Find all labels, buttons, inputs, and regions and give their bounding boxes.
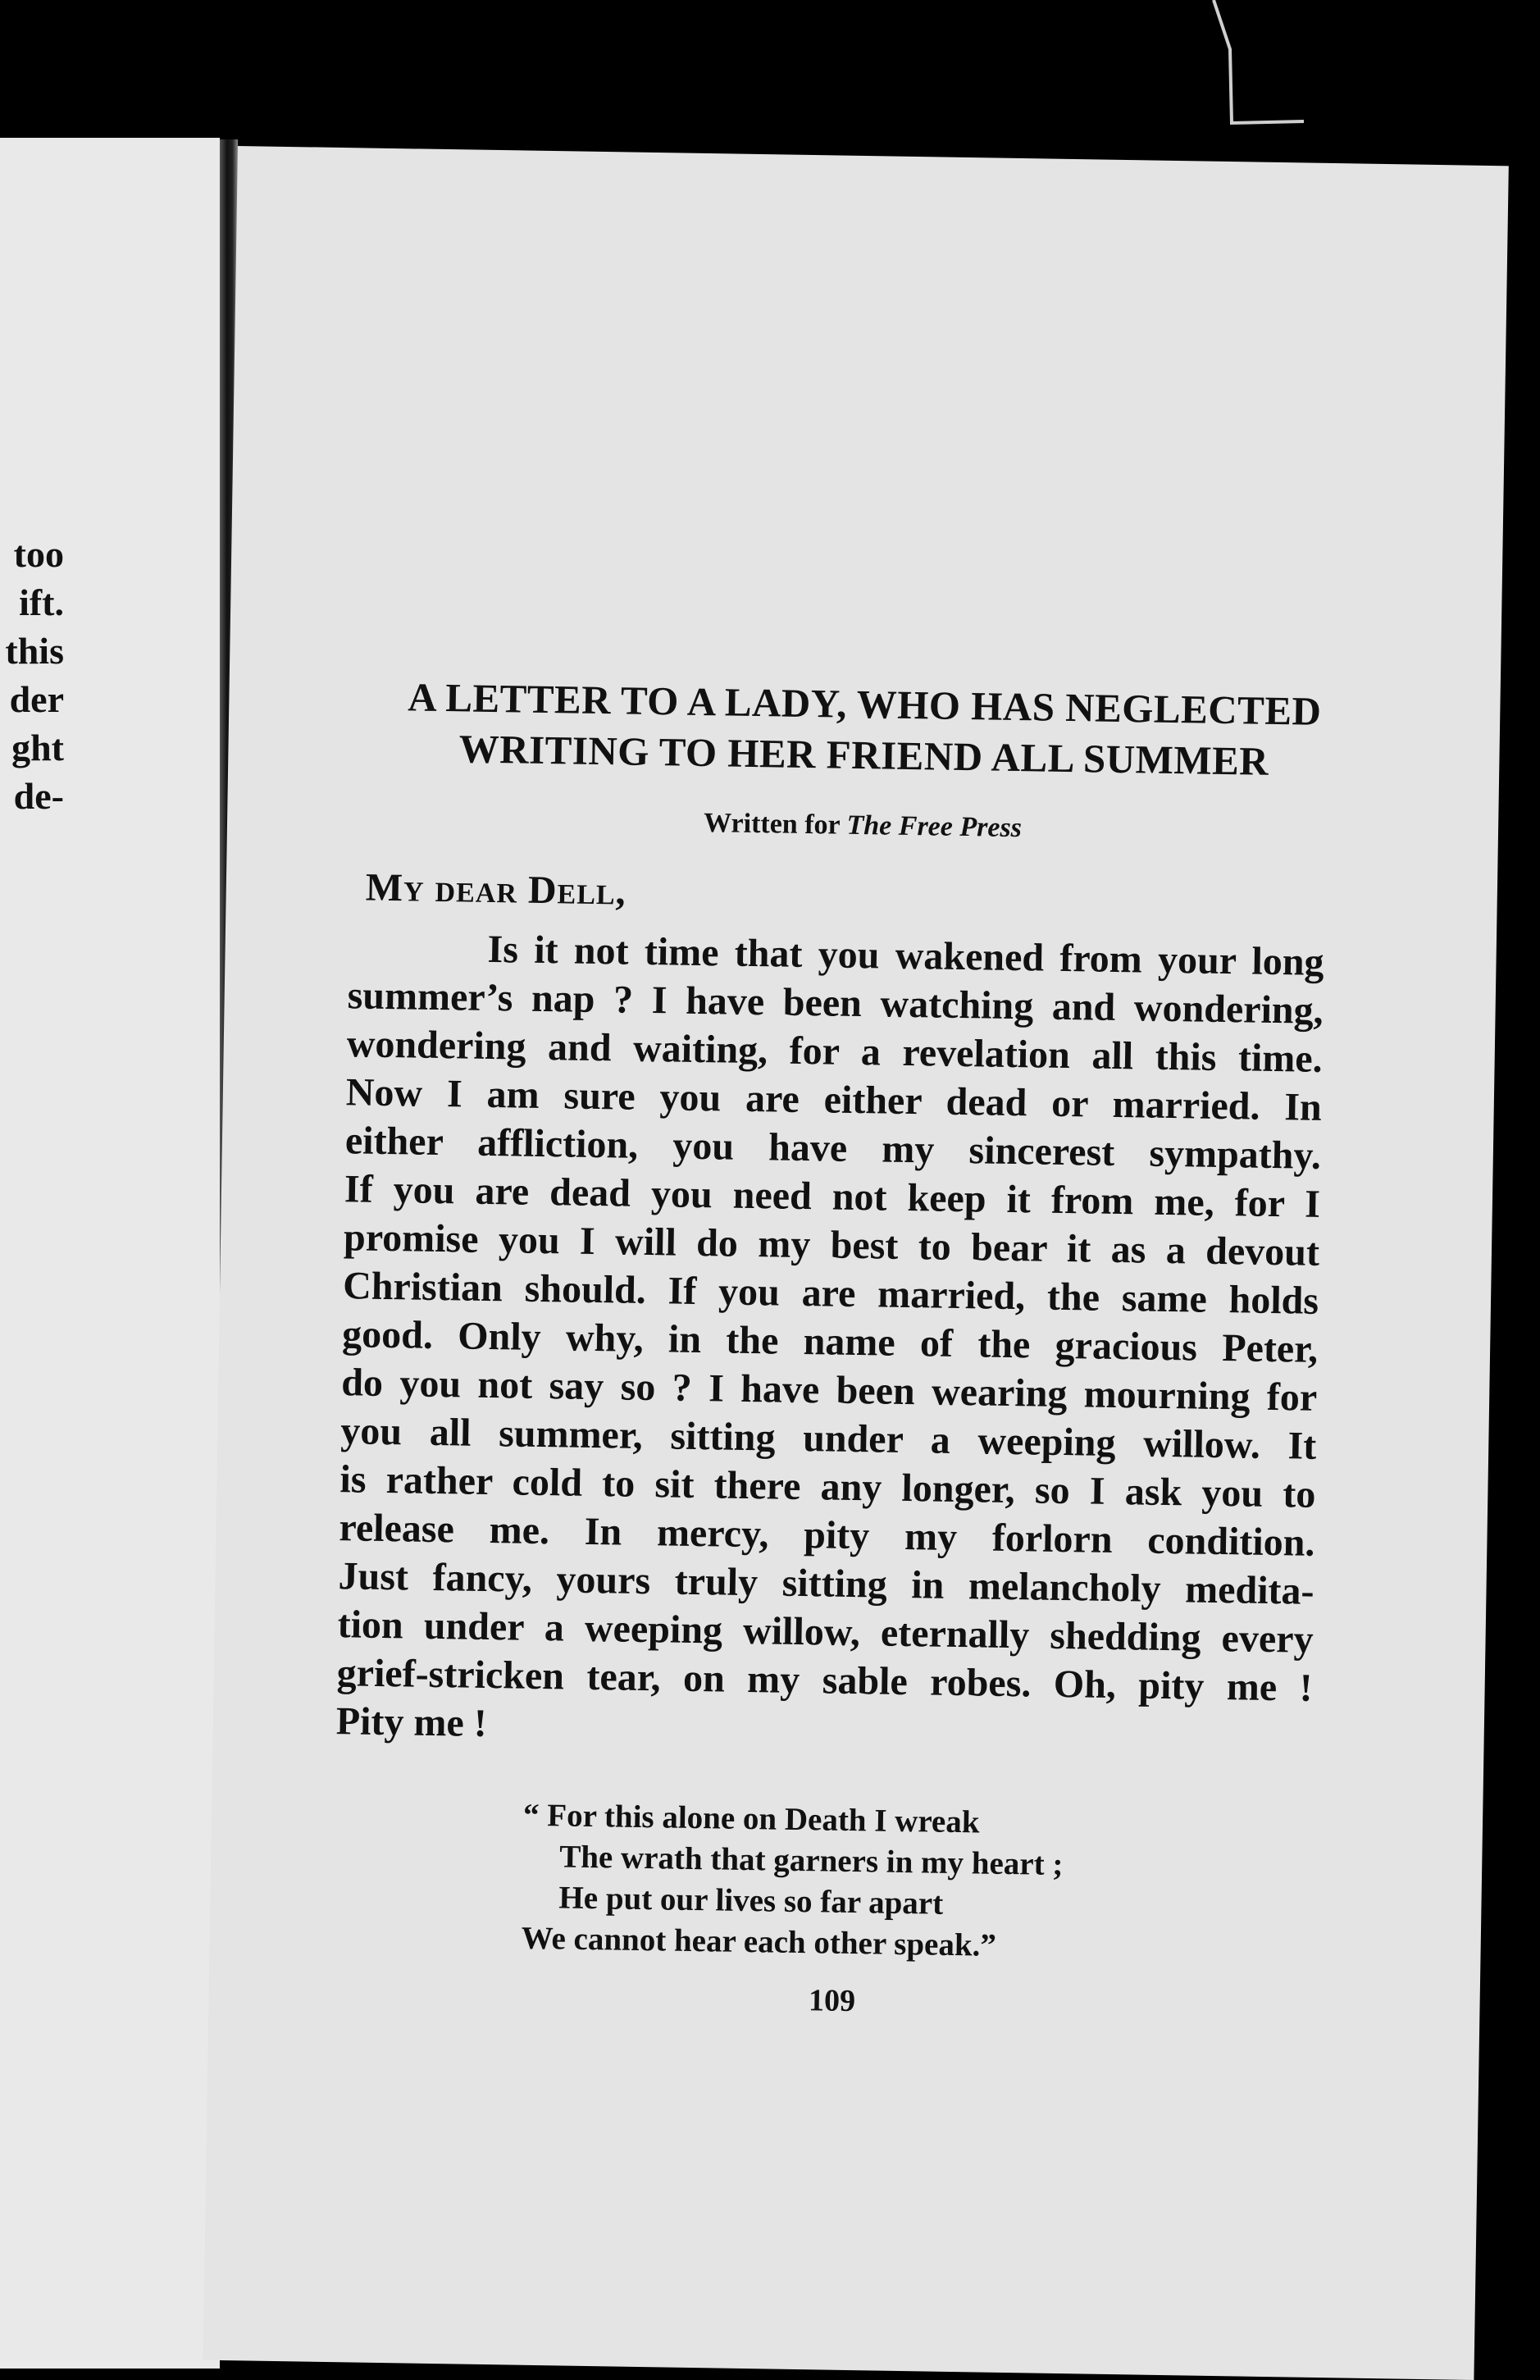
- body-line: Now I am sure you are either dead or married. In: [345, 1070, 1323, 1129]
- poem-line: He put our lives so far apart: [558, 1880, 944, 1922]
- body-line: you all summer, sitting under a weeping willow. It: [339, 1409, 1317, 1468]
- left-page: [0, 138, 220, 2369]
- salutation: My dear Dell,: [365, 865, 627, 914]
- left-line: too: [13, 533, 64, 575]
- left-line: der: [9, 678, 64, 720]
- body-line: either affliction, you have my sincerest sympathy.: [344, 1119, 1322, 1178]
- byline-publication: The Free Press: [846, 809, 1023, 844]
- body-line: is rather cold to sit there any longer, so I ask you to: [339, 1457, 1316, 1516]
- body-line: Pity me !: [335, 1699, 488, 1746]
- poem-line: We cannot hear each other speak.”: [521, 1920, 997, 1963]
- left-line: ght: [11, 727, 64, 768]
- body-line: Is it not time that you wakened from your long: [487, 927, 1324, 984]
- left-page-text: [0, 530, 74, 820]
- body-line: promise you I will do my best to bear it as a devout: [343, 1215, 1320, 1274]
- letter-body: [335, 923, 1324, 1761]
- body-line: release me. In mercy, pity my forlorn condition.: [339, 1506, 1315, 1565]
- main-page: [203, 146, 1509, 2380]
- body-line: tion under a weeping willow, eternally shedding every: [337, 1603, 1314, 1662]
- body-line: If you are dead you need not keep it from me, for I: [344, 1167, 1321, 1226]
- page-number: 109: [808, 1983, 856, 2019]
- body-line: Christian should. If you are married, the same holds: [342, 1264, 1319, 1323]
- left-line: de-: [13, 775, 64, 817]
- poem-quote: [521, 1795, 1064, 1967]
- poem-line: “ For this alone on Death I wreak: [522, 1797, 980, 1840]
- body-line: good. Only why, in the name of the gracious Peter,: [341, 1312, 1319, 1371]
- title-line: A LETTER TO A LADY, WHO HAS NEGLECTED: [407, 674, 1322, 734]
- binding-edge: [1197, 0, 1312, 139]
- body-line: wondering and waiting, for a revelation all this time.: [346, 1022, 1324, 1081]
- left-line: ift.: [19, 581, 64, 623]
- poem-line: The wrath that garners in my heart ;: [558, 1839, 1064, 1883]
- body-line: summer’s nap ? I have been watching and wondering,: [347, 973, 1324, 1033]
- body-line: do you not say so ? I have been wearing mourning for: [340, 1361, 1318, 1420]
- body-line: Just fancy, yours truly sitting in melancholy medita-: [338, 1554, 1314, 1613]
- body-line: grief-stricken tear, on my sable robes. Oh, pity me !: [336, 1651, 1314, 1710]
- left-line: this: [5, 630, 64, 672]
- page-title: [376, 672, 1353, 789]
- byline: [375, 803, 1351, 850]
- title-line: WRITING TO HER FRIEND ALL SUMMER: [458, 726, 1269, 784]
- byline-prefix: Written for: [703, 808, 841, 841]
